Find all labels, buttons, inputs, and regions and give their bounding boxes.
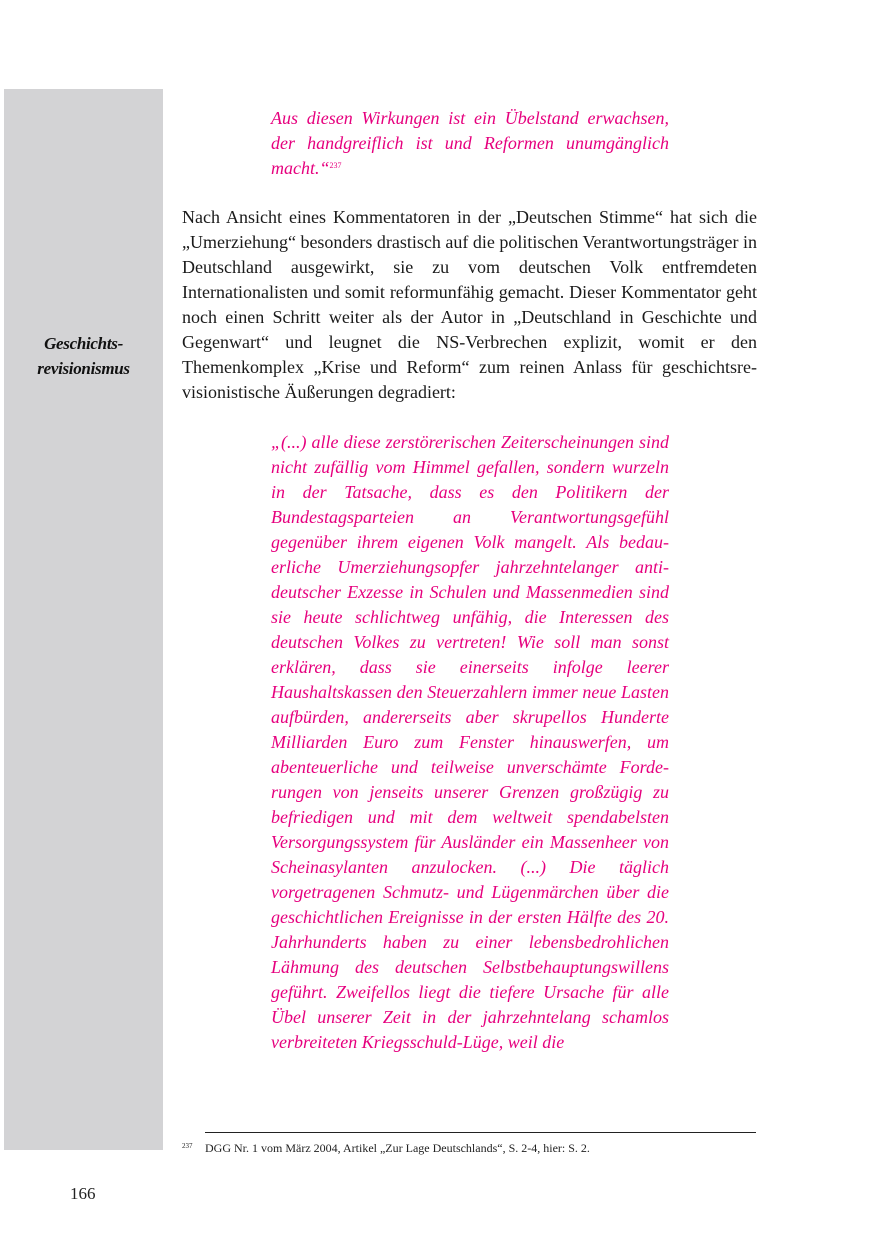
margin-keyword-line2: revisionismus xyxy=(37,359,130,378)
footnote-divider xyxy=(205,1132,756,1133)
block-quote-1-text: Aus diesen Wirkungen ist ein Übelstand erwachsen, der handgreiflich ist und Reformen unumgänglich macht.“ xyxy=(271,108,669,178)
block-quote-1 xyxy=(271,106,669,181)
footnote xyxy=(182,1138,762,1156)
page-number: 166 xyxy=(70,1184,96,1203)
margin-keyword xyxy=(4,331,163,381)
margin-sidebar xyxy=(4,89,163,1150)
block-quote-2: „(...) alle diese zerstörerischen Zeiterscheinungen sind nicht zufällig vom Himmel gefallen, sondern wurzeln in der Tatsache, dass es den Politikern der Bundestagsparteien an Verantwortungsgefühl gegenüber ihrem eigenen Volk mangelt. Als bedauerliche Umerziehungsopfer jahrzehntelanger antideutscher Exzesse in Schulen und Massenmedien sind sie heute schlichtweg unfähig, die Interessen des deutschen Volkes zu vertreten! Wie soll man sonst erklären, dass sie einerseits infolge leerer Haushaltskassen den Steuerzahlern immer neue Lasten aufbürden, andererseits aber skrupellos Hunderte Milliarden Euro zum Fenster hinauswerfen, um abenteuerliche und teilweise unverschämte Forderungen von jenseits unserer Grenzen großzügig zu befriedigen und mit dem weltweit spendabelsten Versorgungssystem für Ausländer ein Massenheer von Scheinasylanten anzulocken. (...) Die täglich vorgetragenen Schmutz- und Lügenmärchen über die geschichtlichen Ereignisse in der ersten Hälfte des 20. Jahrhunderts haben zu einer lebensbedrohlichen Lähmung des deutschen Selbstbehauptungswillens geführt. Zweifellos liegt die tiefere Ursache für alle Übel unserer Zeit in der jahrzehntelang schamlos verbreiteten Kriegsschuld-Lüge, weil die xyxy=(271,432,669,1052)
margin-keyword-line1: Geschichts- xyxy=(44,334,123,353)
footnote-number: 237 xyxy=(182,1142,193,1150)
footnote-text: DGG Nr. 1 vom März 2004, Artikel „Zur Lage Deutschlands“, S. 2-4, hier: S. 2. xyxy=(205,1141,590,1155)
body-paragraph: Nach Ansicht eines Kommentatoren in der „Deutschen Stimme“ hat sich die „Umerziehung“ besonders drastisch auf die politischen Verantwortungsträger in Deutschland ausgewirkt, sie zu vom deutschen Volk entfremdeten Internationalisten und somit reformunfähig gemacht. Dieser Kommentator geht noch einen Schritt weiter als der Autor in „Deutschland in Geschichte und Gegenwart“ und leugnet die NS-Verbrechen explizit, womit er den Themenkomplex „Krise und Reform“ zum reinen Anlass für geschichtsrevisionistische Äußerungen degradiert: xyxy=(182,207,757,402)
footnote-reference: 237 xyxy=(329,161,342,170)
